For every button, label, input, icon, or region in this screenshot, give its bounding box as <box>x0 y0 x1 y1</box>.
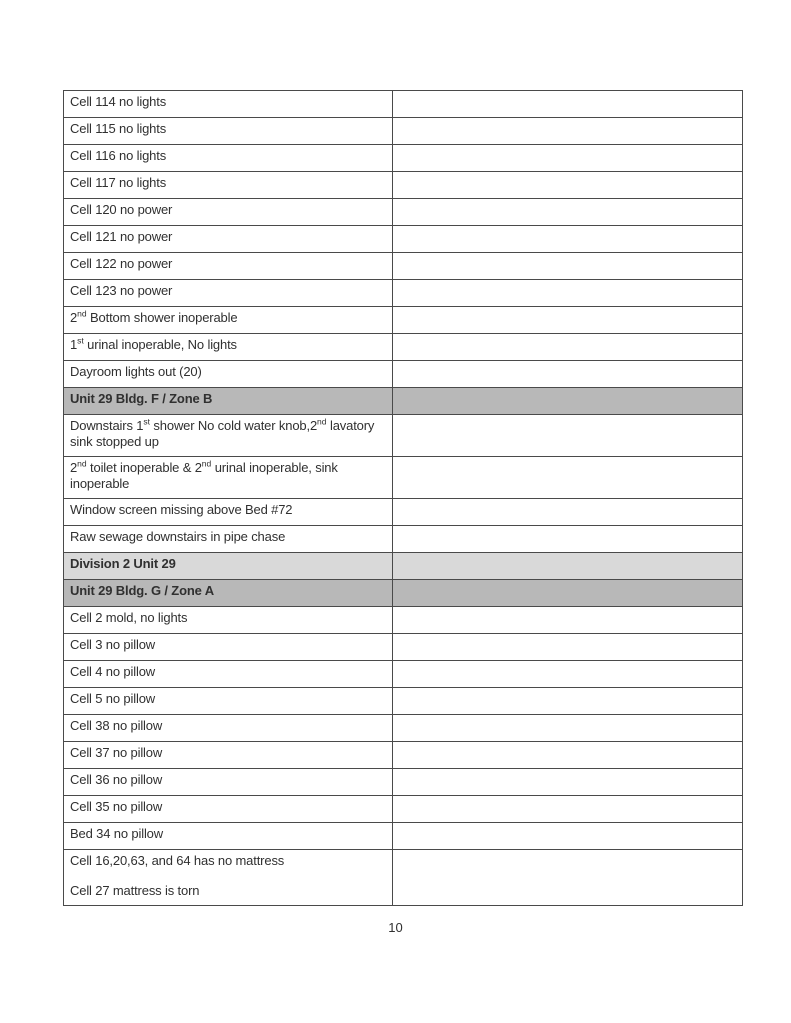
table-row <box>64 226 743 253</box>
issue-cell <box>64 280 393 307</box>
table-row <box>64 457 743 499</box>
issue-text: Cell 120 no power <box>70 202 173 217</box>
issue-cell <box>64 742 393 769</box>
section-header-cell <box>64 580 393 607</box>
issue-text: Cell 36 no pillow <box>70 772 163 787</box>
notes-cell <box>393 226 743 253</box>
issue-text: Cell 5 no pillow <box>70 691 156 706</box>
table-row <box>64 796 743 823</box>
table-row <box>64 253 743 280</box>
ordinal-superscript: nd <box>317 416 327 427</box>
table-body <box>64 91 743 906</box>
issue-cell <box>64 715 393 742</box>
table-row <box>64 742 743 769</box>
notes-cell <box>393 361 743 388</box>
section-header-cell <box>64 553 393 580</box>
notes-cell <box>393 769 743 796</box>
issue-cell <box>64 226 393 253</box>
table-row <box>64 334 743 361</box>
issue-text: Division 2 Unit 29 <box>70 556 176 571</box>
notes-cell <box>393 553 743 580</box>
issue-text: Cell 114 no lights <box>70 94 167 109</box>
issue-text: 2nd toilet inoperable & 2nd urinal inoperable, sink inoperable <box>70 458 338 491</box>
table-row <box>64 499 743 526</box>
table-row <box>64 688 743 715</box>
issue-text: 1st urinal inoperable, No lights <box>70 335 237 352</box>
notes-cell <box>393 415 743 457</box>
ordinal-superscript: st <box>77 335 84 346</box>
table-row <box>64 280 743 307</box>
notes-cell <box>393 742 743 769</box>
notes-cell <box>393 145 743 172</box>
issue-cell <box>64 850 393 906</box>
inspection-issues-table <box>63 90 743 906</box>
table-row <box>64 145 743 172</box>
ordinal-superscript: nd <box>77 458 87 469</box>
notes-cell <box>393 850 743 906</box>
issue-cell <box>64 334 393 361</box>
issue-cell <box>64 661 393 688</box>
notes-cell <box>393 280 743 307</box>
issue-cell <box>64 199 393 226</box>
issue-text: Cell 4 no pillow <box>70 664 156 679</box>
notes-cell <box>393 91 743 118</box>
issue-cell <box>64 634 393 661</box>
notes-cell <box>393 172 743 199</box>
issue-cell <box>64 172 393 199</box>
table-row <box>64 661 743 688</box>
table-row <box>64 307 743 334</box>
issue-cell <box>64 823 393 850</box>
issue-text: Dayroom lights out (20) <box>70 364 202 379</box>
table-row <box>64 415 743 457</box>
section-header-row <box>64 553 743 580</box>
table-row <box>64 850 743 906</box>
notes-cell <box>393 580 743 607</box>
notes-cell <box>393 607 743 634</box>
table-row <box>64 769 743 796</box>
issue-text: Cell 16,20,63, and 64 has no mattress <box>70 853 285 868</box>
issue-text: Cell 2 mold, no lights <box>70 610 188 625</box>
issue-text: Cell 38 no pillow <box>70 718 163 733</box>
issue-cell <box>64 307 393 334</box>
notes-cell <box>393 688 743 715</box>
notes-cell <box>393 307 743 334</box>
table-row <box>64 118 743 145</box>
issue-text: Cell 27 mattress is torn <box>70 883 200 898</box>
issue-cell <box>64 361 393 388</box>
notes-cell <box>393 388 743 415</box>
issue-cell <box>64 499 393 526</box>
issue-cell <box>64 91 393 118</box>
issue-cell <box>64 769 393 796</box>
issue-cell <box>64 145 393 172</box>
notes-cell <box>393 457 743 499</box>
issue-text: Raw sewage downstairs in pipe chase <box>70 529 286 544</box>
issue-text: Unit 29 Bldg. G / Zone A <box>70 583 214 598</box>
issue-cell <box>64 607 393 634</box>
section-header-cell <box>64 388 393 415</box>
table-row <box>64 823 743 850</box>
issue-text: Cell 37 no pillow <box>70 745 163 760</box>
notes-cell <box>393 118 743 145</box>
issue-text: Cell 122 no power <box>70 256 173 271</box>
table-row <box>64 361 743 388</box>
issue-text: Cell 35 no pillow <box>70 799 163 814</box>
section-header-row <box>64 580 743 607</box>
table-row <box>64 634 743 661</box>
notes-cell <box>393 526 743 553</box>
issue-cell <box>64 457 393 499</box>
notes-cell <box>393 715 743 742</box>
notes-cell <box>393 634 743 661</box>
notes-cell <box>393 796 743 823</box>
issue-text: Cell 123 no power <box>70 283 173 298</box>
table-row <box>64 526 743 553</box>
notes-cell <box>393 499 743 526</box>
issue-text: Cell 116 no lights <box>70 148 167 163</box>
notes-cell <box>393 823 743 850</box>
issue-cell <box>64 796 393 823</box>
notes-cell <box>393 253 743 280</box>
table-row <box>64 607 743 634</box>
issue-text: Window screen missing above Bed #72 <box>70 502 293 517</box>
issue-text: Cell 3 no pillow <box>70 637 156 652</box>
page-number: 10 <box>388 920 403 935</box>
issue-text: Bed 34 no pillow <box>70 826 163 841</box>
issue-cell <box>64 415 393 457</box>
table-row <box>64 172 743 199</box>
notes-cell <box>393 199 743 226</box>
issue-text: 2nd Bottom shower inoperable <box>70 308 238 325</box>
ordinal-superscript: st <box>143 416 150 427</box>
issue-text: Cell 115 no lights <box>70 121 167 136</box>
notes-cell <box>393 661 743 688</box>
table-row <box>64 91 743 118</box>
issue-cell <box>64 118 393 145</box>
issue-text: Unit 29 Bldg. F / Zone B <box>70 391 213 406</box>
section-header-row <box>64 388 743 415</box>
issue-text: Downstairs 1st shower No cold water knob,2nd lavatory sink stopped up <box>70 416 375 449</box>
table-row <box>64 715 743 742</box>
issue-cell <box>64 253 393 280</box>
issue-cell <box>64 526 393 553</box>
table-row <box>64 199 743 226</box>
ordinal-superscript: nd <box>77 308 87 319</box>
notes-cell <box>393 334 743 361</box>
ordinal-superscript: nd <box>201 458 212 469</box>
issue-text: Cell 117 no lights <box>70 175 167 190</box>
issue-cell <box>64 688 393 715</box>
issue-text: Cell 121 no power <box>70 229 173 244</box>
